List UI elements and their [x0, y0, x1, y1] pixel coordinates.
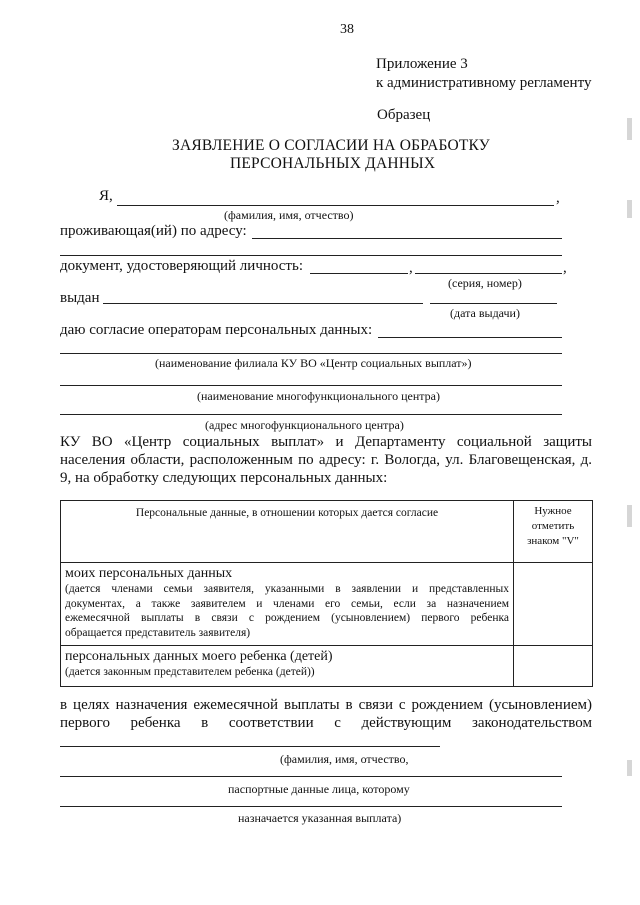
purpose-line1: в целях назначения ежемесячной выплаты в связи с рождением (усыновлением) — [60, 697, 592, 713]
paragraph-line3: 9, на обработку следующих персональных данных: — [60, 470, 388, 486]
table-row — [61, 646, 593, 687]
child-data-cell — [61, 646, 514, 687]
issued-label: выдан — [60, 290, 100, 306]
assigned-caption: назначается указанная выплата) — [238, 811, 402, 825]
appendix-line2: к административному регламенту — [376, 75, 592, 91]
sample-label: Образец — [377, 107, 431, 123]
branch-caption: (наименование филиала КУ ВО «Центр социальных выплат») — [155, 356, 472, 370]
own-data-cell — [61, 563, 514, 646]
document-title-line1: ЗАЯВЛЕНИЕ О СОГЛАСИИ НА ОБРАБОТКУ — [172, 137, 490, 154]
scan-artifact — [627, 200, 632, 218]
table-header-mark-line3: знаком "V" — [527, 535, 579, 547]
mfc-address-caption: (адрес многофункционального центра) — [205, 418, 404, 432]
consent-table — [60, 500, 593, 687]
series-comma: , — [563, 260, 567, 276]
purpose-line2: первого ребенка в соответствии с действующим законодательством — [60, 715, 592, 731]
issued-by-field[interactable] — [103, 303, 423, 304]
recipient-extra-field[interactable] — [60, 806, 562, 807]
address-label: проживающая(ий) по адресу: — [60, 223, 247, 239]
fio-field[interactable] — [117, 205, 554, 206]
document-label: документ, удостоверяющий личность: — [60, 258, 303, 274]
scan-artifact — [627, 760, 632, 776]
document-type-field[interactable] — [310, 273, 408, 274]
fio-caption-2: (фамилия, имя, отчество, — [280, 752, 409, 766]
table-header-mark-line1: Нужное — [534, 505, 572, 517]
child-data-checkbox[interactable] — [514, 646, 593, 687]
i-label: Я, — [99, 188, 113, 204]
recipient-passport-field[interactable] — [60, 776, 562, 777]
fio-caption: (фамилия, имя, отчество) — [224, 208, 354, 222]
own-data-title: моих персональных данных — [65, 566, 233, 581]
mfc-address-field[interactable] — [60, 414, 562, 415]
paragraph-line1: КУ ВО «Центр социальных выплат» и Департаменту социальной защиты — [60, 434, 592, 450]
address-field-2[interactable] — [60, 255, 562, 256]
series-number-field[interactable] — [415, 273, 562, 274]
table-header-row — [61, 501, 593, 563]
document-title-line2: ПЕРСОНАЛЬНЫХ ДАННЫХ — [230, 155, 436, 172]
recipient-fio-field[interactable] — [60, 746, 440, 747]
scan-artifact — [627, 505, 632, 527]
own-data-note-3: ежемесячной выплаты в связи с рождением (усыновлением) первого ребенка — [65, 612, 509, 624]
consent-label: даю согласие операторам персональных данных: — [60, 322, 373, 338]
table-row — [61, 563, 593, 646]
branch-field[interactable] — [60, 353, 562, 354]
own-data-note-1: (дается членами семьи заявителя, указанными в заявлении и представленных — [65, 583, 509, 595]
table-header-mark-line2: отметить — [531, 520, 575, 532]
issue-date-caption: (дата выдачи) — [450, 306, 520, 320]
own-data-checkbox[interactable] — [514, 563, 593, 646]
fio-comma: , — [556, 190, 560, 206]
mfc-field[interactable] — [60, 385, 562, 386]
table-header-data: Персональные данные, в отношении которых дается согласие — [61, 501, 514, 563]
mfc-caption: (наименование многофункционального центра) — [197, 389, 440, 403]
page-number: 38 — [340, 22, 354, 37]
address-field[interactable] — [252, 238, 562, 239]
issue-date-field[interactable] — [430, 303, 557, 304]
table-header-mark — [514, 501, 593, 563]
own-data-note-2: документах, а также заявителем и членами его семьи, если за назначением — [65, 597, 509, 610]
series-caption: (серия, номер) — [448, 276, 522, 290]
operator-field[interactable] — [378, 337, 562, 338]
document-comma: , — [409, 260, 413, 276]
appendix-line1: Приложение 3 — [376, 56, 468, 72]
own-data-note-4: обращается представитель заявителя) — [65, 626, 251, 639]
paragraph-line2: населения области, расположенным по адресу: г. Вологда, ул. Благовещенская, д. — [60, 452, 592, 468]
scan-artifact — [627, 118, 632, 140]
child-data-title: персональных данных моего ребенка (детей) — [65, 649, 333, 664]
child-data-note: (дается законным представителем ребенка (детей)) — [65, 666, 315, 678]
passport-caption: паспортные данные лица, которому — [228, 782, 410, 796]
